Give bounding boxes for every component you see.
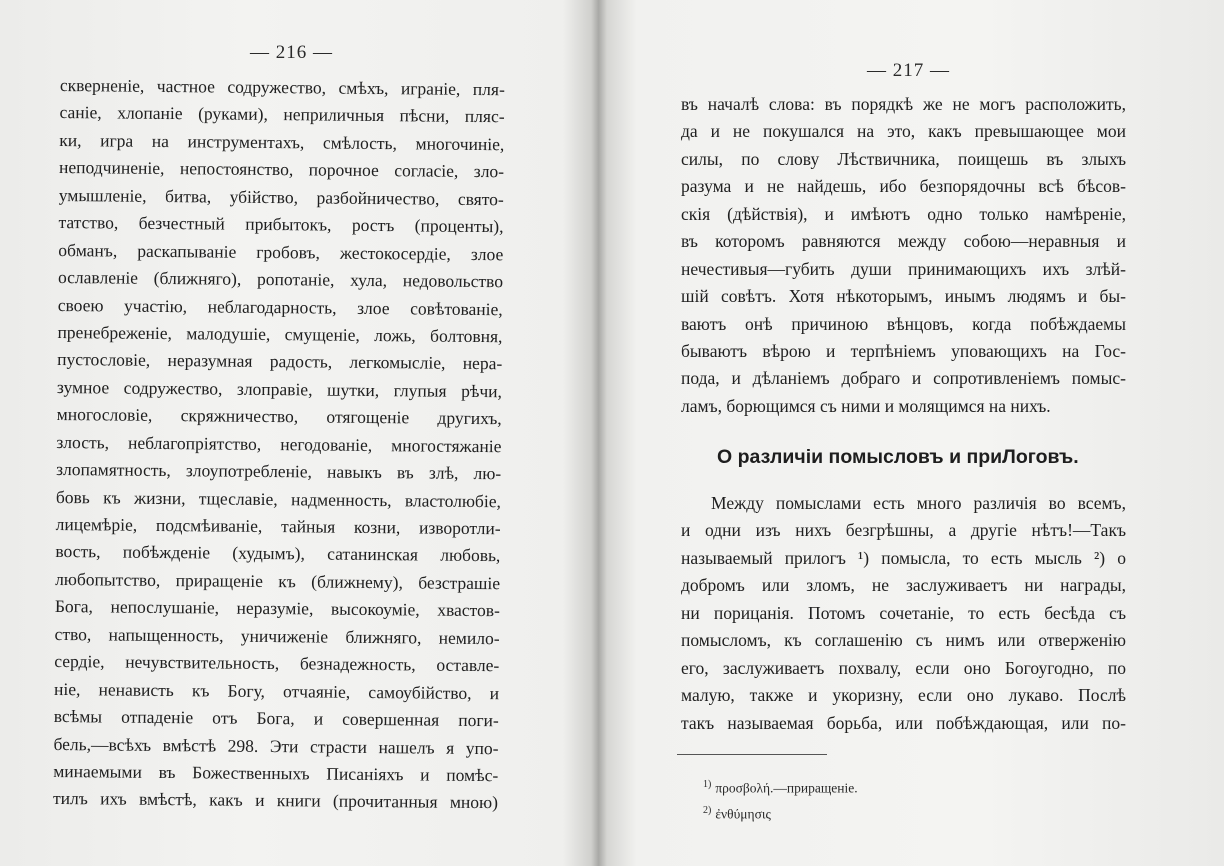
- text-line: своею участію, неблагодарность, злое совѣтованіе,: [57, 294, 503, 319]
- text-line: и одни изъ нихъ безгрѣшны, а другіе нѣтъ!—Такъ: [681, 520, 1126, 541]
- footnote-text: ἐνθύμησις: [715, 806, 771, 821]
- text-line: разума и не найдешь, ибо безпорядочны всѣ бѣсов-: [681, 176, 1126, 197]
- text-line: ки, игра на инструментахъ, смѣлость, многочиніе,: [59, 129, 505, 155]
- text-line: саніе, хлопаніе (руками), неприличныя пѣсни, пляс-: [59, 102, 505, 127]
- footnote: [703, 800, 858, 826]
- text-line: ваютъ онѣ причиною вѣнцовъ, когда побѣждаемы: [681, 313, 1126, 334]
- page-number: — 216 —: [250, 42, 333, 63]
- text-line: обманъ, раскапываніе гробовъ, жестокосердіе, злое: [58, 239, 504, 264]
- body-text: [681, 91, 1126, 420]
- body-text: [53, 72, 505, 817]
- left-page: [0, 0, 595, 866]
- right-page: [605, 0, 1224, 866]
- text-line: бель,—всѣхъ вмѣстѣ 298. Эти страсти нашелъ я упо-: [53, 733, 499, 758]
- text-line: зумное содружество, злоправіе, шутки, глупыя рѣчи,: [56, 376, 503, 402]
- section-body-text: [681, 490, 1126, 737]
- text-line: вость, побѣжденіе (худымъ), сатанинская любовь,: [55, 541, 501, 566]
- text-line: пода, и дѣланіемъ добраго и сопротивленіемъ помыс-: [681, 368, 1126, 389]
- text-line: бываютъ вѣрою и терпѣніемъ уповающихъ на Гос-: [681, 340, 1126, 361]
- footnote-mark: 2): [703, 804, 712, 816]
- footnote: [703, 774, 858, 800]
- text-line: скверненіе, частное содружество, смѣхъ, играніе, пля-: [59, 74, 505, 100]
- text-line: въ началѣ слова: въ порядкѣ же не могъ расположить,: [681, 94, 1126, 114]
- text-line: пренебреженіе, малодушіе, смущеніе, ложь, болтовня,: [57, 321, 503, 347]
- text-line: злость, неблагопріятство, негодованіе, многостяжаніе: [56, 431, 502, 456]
- text-line: всѣмы отпаденіе отъ Бога, и совершенная поги-: [53, 706, 499, 731]
- text-line: ніе, ненависть къ Богу, отчаяніе, самоубійство, и: [53, 678, 500, 703]
- text-line: ламъ, борющимся съ ними и молящимся на нихъ.: [681, 395, 1051, 416]
- footnotes: [703, 774, 858, 825]
- text-line: татство, безчестный прибытокъ, ростъ (проценты),: [58, 212, 504, 237]
- text-line: злопамятность, злоупотребленіе, навыкъ въ злѣ, лю-: [56, 459, 502, 484]
- text-line: многословіе, скряжничество, отягощеніе другихъ,: [56, 404, 502, 429]
- text-line: Между помыслами есть много различія во всемъ,: [711, 493, 1126, 513]
- text-line: ство, напыщенность, уничиженіе ближняго, немило-: [54, 623, 500, 648]
- text-line: любопытство, приращеніе къ (ближнему), безстрашіе: [55, 568, 501, 594]
- text-line: нечестивыя—губить души принимающихъ ихъ злѣй-: [681, 258, 1126, 279]
- text-line: ни порицанія. Потомъ сочетаніе, то есть бесѣда съ: [681, 602, 1126, 623]
- page-number: — 217 —: [867, 60, 950, 81]
- text-line: шій совѣтъ. Хотя нѣкоторымъ, инымъ людямъ и бы-: [681, 286, 1126, 307]
- text-line: бовь къ жизни, тщеславіе, надменность, властолюбіе,: [55, 486, 502, 511]
- text-line: да и не покушался на это, какъ превышающее мои: [681, 121, 1126, 142]
- text-line: такъ называемая борьба, или побѣждающая, или по-: [681, 712, 1126, 733]
- section-heading: О различіи помысловъ и приЛоговъ.: [717, 446, 1079, 468]
- text-line: въ которомъ равняются между собою—неравныя и: [681, 231, 1126, 252]
- text-line: ославленіе (ближняго), ропотаніе, хула, недовольство: [57, 267, 504, 292]
- text-line: скія (дѣйствія), и имѣютъ одно только намѣреніе,: [681, 203, 1126, 224]
- text-line: малую, также и укоризну, если оно лукаво. Послѣ: [681, 685, 1126, 706]
- text-line: пустословіе, неразумная радость, легкомысліе, нера-: [57, 349, 503, 374]
- text-line: неподчиненіе, непостоянство, порочное согласіе, зло-: [58, 157, 505, 182]
- text-line: помысломъ, къ соглашенію съ нимъ или отверженію: [681, 630, 1126, 651]
- text-line: минаемыми въ Божественныхъ Писаніяхъ и помѣс-: [53, 760, 499, 786]
- text-line: тилъ ихъ вмѣстѣ, какъ и книги (прочитанныя мною): [52, 788, 499, 813]
- footnote-divider: [677, 754, 827, 755]
- text-line: силы, по слову Лѣствичника, поищешь въ злыхъ: [681, 148, 1126, 169]
- footnote-mark: 1): [703, 779, 712, 790]
- footnote-text: προσβολή.—приращеніе.: [715, 780, 858, 796]
- text-line: называемый прилогъ ¹) помысла, то есть мысль ²) о: [681, 547, 1126, 568]
- text-line: лицемѣріе, подсмѣиваніе, тайныя козни, изворотли-: [55, 513, 501, 539]
- text-line: добромъ или зломъ, не заслуживаетъ ни награды,: [681, 575, 1126, 596]
- text-line: Бога, непослушаніе, неразуміе, высокоуміе, хвастов-: [54, 596, 500, 621]
- text-line: сердіе, нечувствительность, безнадежность, оставле-: [54, 651, 500, 676]
- text-line: умышленіе, битва, убійство, разбойничество, свято-: [58, 184, 504, 210]
- text-line: его, заслуживаетъ похвалу, если оно Богоугодно, по: [681, 657, 1126, 678]
